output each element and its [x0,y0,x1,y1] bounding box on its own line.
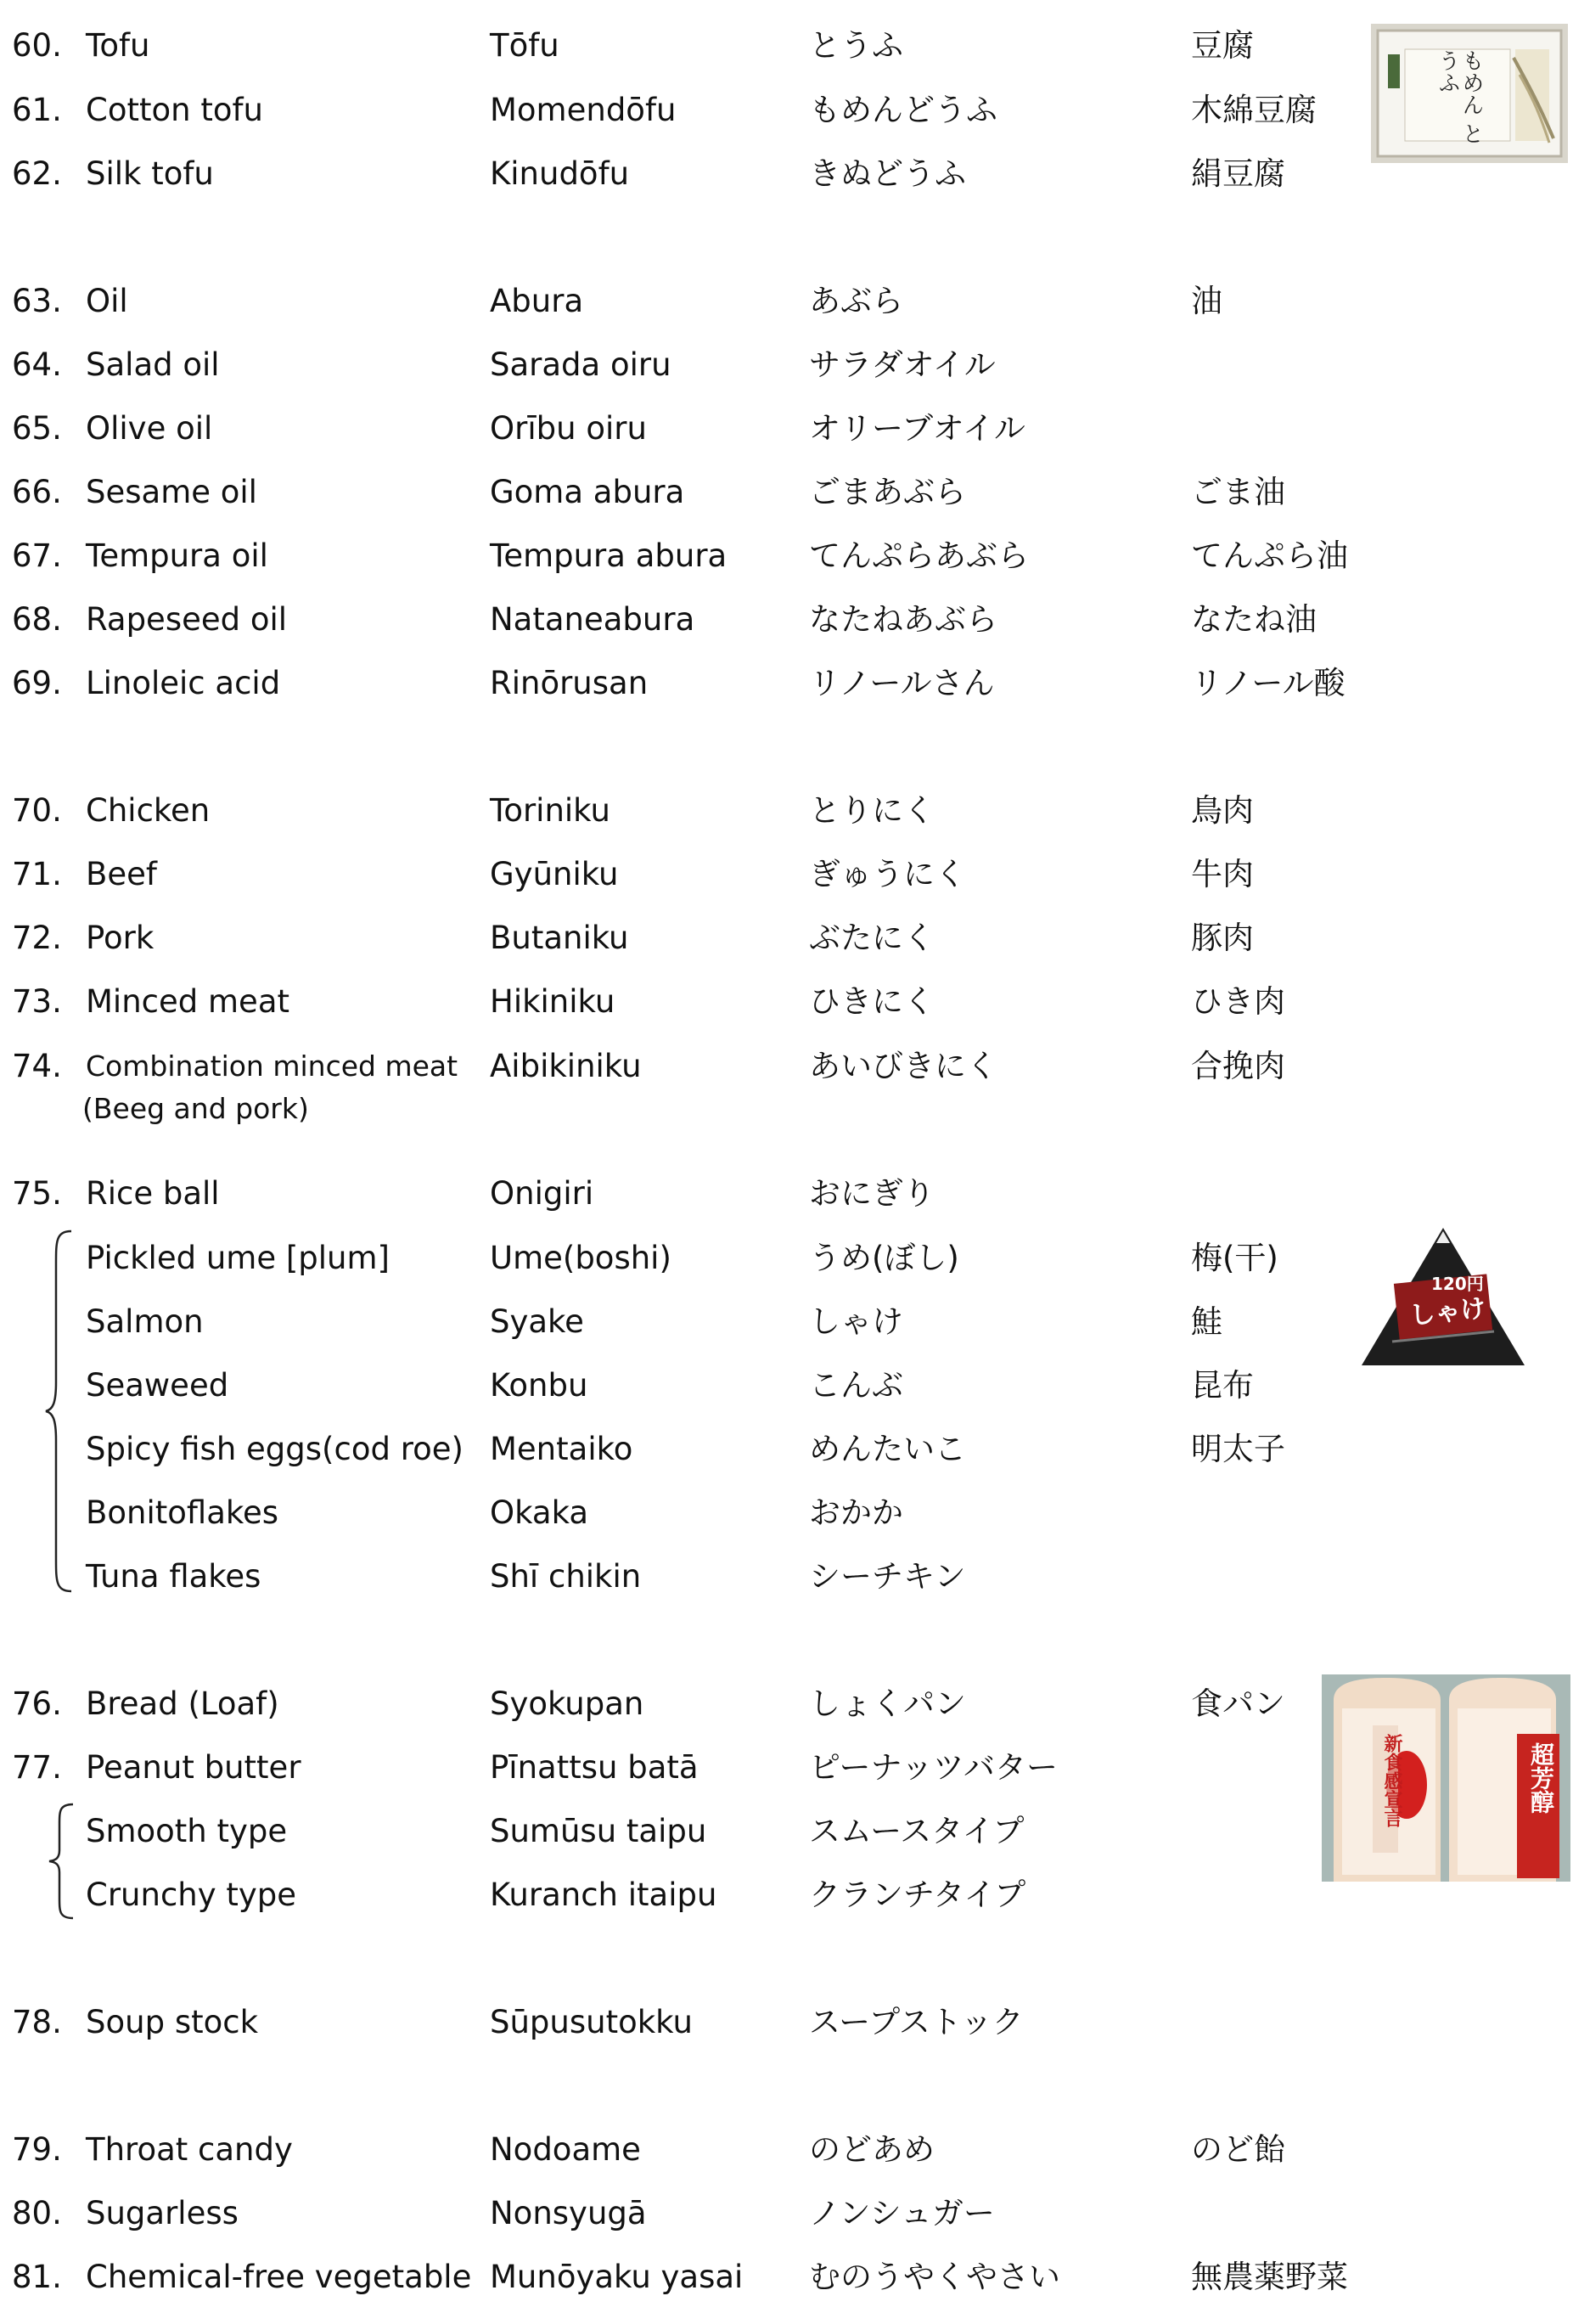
romaji: Orību oiru [490,410,647,447]
english-term: Cotton tofu [86,92,263,128]
vocab-row [0,403,1573,454]
kana: きぬどうふ [809,155,966,192]
kana: こんぶ [809,1367,903,1404]
english-term: Bread (Loaf) [86,1685,279,1722]
kanji: 鳥肉 [1191,792,1254,829]
romaji: Syokupan [490,1685,644,1722]
romaji: Sūpusutokku [490,2004,693,2040]
english-term: Tempura oil [86,537,268,574]
vocab-row [0,276,1573,327]
romaji: Aibikiniku [490,1048,642,1084]
kanji: 牛肉 [1191,856,1254,892]
kanji: てんぷら油 [1191,537,1348,574]
row-74-subnote: (Beeg and pork) [82,1092,309,1125]
kana: おかか [809,1494,903,1531]
onigiri-image [1358,1223,1528,1376]
row-number: 60. [12,27,62,64]
english-term: Crunchy type [86,1877,297,1913]
kanji: 無農薬野菜 [1191,2259,1348,2295]
row-number: 79. [12,2131,62,2168]
vocab-row [0,1168,1573,1219]
vocab-row [0,849,1573,900]
kana: しゃけ [809,1303,903,1340]
kanji: 豚肉 [1191,920,1254,956]
kanji: 木綿豆腐 [1191,92,1317,128]
row-number: 68. [12,601,62,638]
kanji: リノール酸 [1191,665,1345,701]
romaji: Kinudōfu [490,155,630,192]
english-term: Minced meat [86,983,289,1020]
kanji: 豆腐 [1191,27,1254,64]
english-term: Salad oil [86,346,220,383]
kanji: 絹豆腐 [1191,155,1285,192]
kana: ひきにく [809,983,935,1020]
kanji: 昆布 [1191,1367,1254,1404]
romaji: Pīnattsu batā [490,1749,699,1786]
romaji: Kuranch itaipu [490,1877,717,1913]
row-number: 66. [12,474,62,510]
vocab-row [0,1041,1573,1092]
kana: ノンシュガー [809,2195,995,2231]
kana: むのうやくやさい [809,2259,1060,2295]
row-number: 62. [12,155,62,192]
row-number: 69. [12,665,62,701]
kanji: 油 [1191,283,1222,319]
english-term: Spicy fish eggs(cod roe) [86,1431,463,1467]
kanji: 明太子 [1191,1431,1285,1467]
bread-sub-label: 新食感宣言 [1381,1734,1402,1827]
vocab-row [0,340,1573,391]
kana: ピーナッツバター [809,1749,1059,1786]
row-number: 71. [12,856,62,892]
vocab-row [0,1424,1573,1475]
romaji: Goma abura [490,474,685,510]
brace-peanut-butter [44,1803,78,1920]
kana: オリーブオイル [809,410,1025,447]
romaji: Onigiri [490,1175,594,1212]
kana: てんぷらあぶら [809,537,1029,574]
vocab-row [0,85,1573,136]
kana: あぶら [809,283,903,319]
kana: スムースタイプ [809,1813,1025,1849]
kana: めんたいこ [809,1431,966,1467]
romaji: Hikiniku [490,983,615,1020]
row-number: 76. [12,1685,62,1722]
tofu-package-image [1371,24,1568,163]
row-number: 65. [12,410,62,447]
kana: クランチタイプ [809,1877,1026,1913]
romaji: Konbu [490,1367,588,1404]
row-number: 75. [12,1175,62,1212]
english-term: Chicken [86,792,211,829]
row-number: 74. [12,1048,62,1084]
row-number: 81. [12,2259,62,2295]
romaji: Toriniku [490,792,610,829]
kanji: のど飴 [1191,2131,1285,2168]
brace-rice-ball [42,1230,76,1593]
vocab-row [0,2188,1573,2239]
romaji: Ume(boshi) [490,1240,671,1276]
kana: リノールさん [809,665,995,701]
english-term: Tofu [86,27,150,64]
romaji: Munōyaku yasai [490,2259,744,2295]
bread-brand-label: 超芳醇 [1527,1742,1555,1814]
kana: ぶたにく [809,920,935,956]
kana: とりにく [809,792,935,829]
romaji: Gyūniku [490,856,619,892]
vocab-row [0,467,1573,518]
vocab-row [0,1997,1573,2048]
romaji: Sumūsu taipu [490,1813,707,1849]
vocab-row [0,976,1573,1027]
onigiri-label: しゃけ [1407,1293,1487,1331]
vocab-row [0,1297,1573,1348]
vocab-row [0,785,1573,836]
vocab-row [0,913,1573,964]
english-term: Soup stock [86,2004,259,2040]
english-term: Throat candy [86,2131,293,2168]
romaji: Nodoame [490,2131,641,2168]
kana: しょくパン [809,1685,966,1722]
row-number: 64. [12,346,62,383]
row-number: 77. [12,1749,62,1786]
english-term: Rapeseed oil [86,601,288,638]
romaji: Mentaiko [490,1431,633,1467]
english-term: Olive oil [86,410,213,447]
kana: もめんどうふ [809,92,997,128]
row-number: 67. [12,537,62,574]
english-term: Pickled ume [plum] [86,1240,390,1276]
english-term: Silk tofu [86,155,214,192]
english-term: Smooth type [86,1813,288,1849]
english-term: Sugarless [86,2195,239,2231]
vocab-row [0,594,1573,645]
kanji: 食パン [1191,1685,1285,1722]
english-term: Oil [86,283,128,319]
english-term: Seaweed [86,1367,229,1404]
vocab-row [0,658,1573,709]
tofu-label: もめん とうふ [1435,49,1484,145]
english-term: Salmon [86,1303,204,1340]
row-number: 78. [12,2004,62,2040]
english-term: Rice ball [86,1175,220,1212]
romaji: Sarada oiru [490,346,671,383]
vocab-row [0,1360,1573,1411]
romaji: Nonsyugā [490,2195,647,2231]
kanji: 合挽肉 [1191,1048,1285,1084]
english-term: Beef [86,856,157,892]
row-number: 80. [12,2195,62,2231]
row-number: 72. [12,920,62,956]
romaji: Abura [490,283,584,319]
row-number: 70. [12,792,62,829]
row-number: 73. [12,983,62,1020]
vocab-row [0,1233,1573,1284]
vocab-row [0,20,1573,71]
vocab-row [0,2124,1573,2175]
kana: ごまあぶら [809,474,966,510]
kanji: 梅(干) [1191,1240,1278,1276]
romaji: Nataneabura [490,601,695,638]
kana: あいびきにく [809,1048,997,1084]
romaji: Tempura abura [490,537,728,574]
vocab-row [0,149,1573,200]
kana: ぎゅうにく [809,856,966,892]
romaji: Butaniku [490,920,629,956]
kana: スープストック [809,2004,1024,2040]
english-term: Combination minced meat [86,1049,458,1083]
vocab-row [0,2252,1573,2303]
vocab-row [0,1488,1573,1539]
vocab-row [0,531,1573,582]
romaji: Syake [490,1303,584,1340]
romaji: Tōfu [490,27,559,64]
kanji: なたね油 [1191,601,1317,638]
romaji: Okaka [490,1494,589,1531]
english-term: Chemical-free vegetable [86,2259,472,2295]
romaji: Momendōfu [490,92,677,128]
bread-image [1322,1674,1570,1882]
romaji: Rinōrusan [490,665,649,701]
kanji: ひき肉 [1191,983,1285,1020]
english-term: Bonitoflakes [86,1494,279,1531]
vocab-row [0,1551,1573,1602]
onigiri-price: 120円 [1431,1274,1484,1294]
kana: のどあめ [809,2131,935,2168]
english-term: Pork [86,920,154,956]
row-number: 63. [12,283,62,319]
english-term: Peanut butter [86,1749,301,1786]
english-term: Sesame oil [86,474,257,510]
english-term: Tuna flakes [86,1558,261,1595]
kana: サラダオイル [809,346,996,383]
kana: なたねあぶら [809,601,997,638]
row-number: 61. [12,92,62,128]
english-term: Linoleic acid [86,665,281,701]
romaji: Shī chikin [490,1558,642,1595]
kanji: ごま油 [1191,474,1285,510]
kana: おにぎり [809,1175,935,1212]
kana: うめ(ぼし) [809,1240,959,1276]
kanji: 鮭 [1191,1303,1222,1340]
kana: とうふ [809,27,903,64]
kana: シーチキン [809,1558,966,1595]
